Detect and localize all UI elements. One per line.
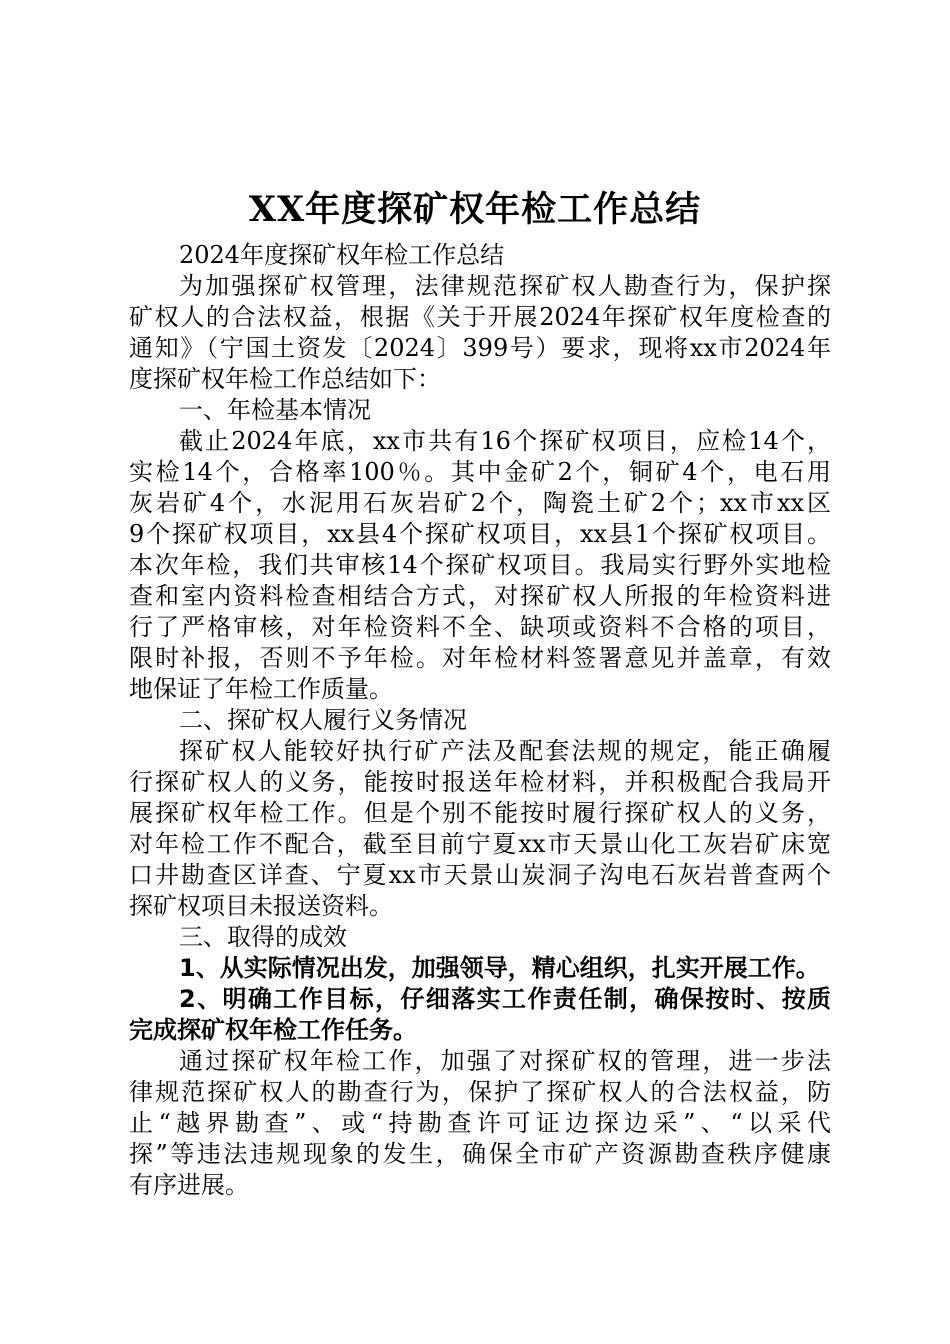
intro-line: 通知》（宁国土资发〔2024〕399号）要求，现将xx市2024年 <box>129 334 831 362</box>
section2-line: 对年检工作不配合，截至目前宁夏xx市天景山化工灰岩矿床宽 <box>129 830 831 858</box>
intro-line: 为加强探矿权管理，法律规范探矿权人勘查行为，保护探 <box>179 272 831 300</box>
section2-line: 行探矿权人的义务，能按时报送年检材料，并积极配合我局开 <box>129 768 831 796</box>
section3-item: 2、明确工作目标，仔细落实工作责任制，确保按时、按质 <box>179 985 831 1013</box>
section1-line: 截止2024年底，xx市共有16个探矿权项目，应检14个， <box>179 427 831 455</box>
conclusion-line: 有序进展。 <box>129 1171 249 1199</box>
section1-line: 行了严格审核，对年检资料不全、缺项或资料不合格的项目， <box>129 613 831 641</box>
document-body <box>129 240 831 1201</box>
section1-line: 查和室内资料检查相结合方式，对探矿权人所报的年检资料进 <box>129 582 831 610</box>
section1-line: 地保证了年检工作质量。 <box>129 675 393 703</box>
section1-line: 9个探矿权项目，xx县4个探矿权项目，xx县1个探矿权项目。 <box>129 520 831 548</box>
section1-line: 实检14个，合格率100％。其中金矿2个，铜矿4个，电石用 <box>129 458 831 486</box>
section1-line: 灰岩矿4个，水泥用石灰岩矿2个，陶瓷土矿2个；xx市xx区 <box>129 489 831 517</box>
intro-line: 矿权人的合法权益，根据《关于开展2024年探矿权年度检查的 <box>129 303 831 331</box>
conclusion-line: 律规范探矿权人的勘查行为，保护了探矿权人的合法权益，防 <box>129 1078 831 1106</box>
section2-line: 探矿权项目未报送资料。 <box>129 892 393 920</box>
section1-line: 本次年检，我们共审核14个探矿权项目。我局实行野外实地检 <box>129 551 831 579</box>
section1-line: 限时补报，否则不予年检。对年检材料签署意见并盖章，有效 <box>129 644 831 672</box>
section2-line: 探矿权人能较好执行矿产法及配套法规的规定，能正确履 <box>179 737 831 765</box>
conclusion-line: 止“越界勘查”、或“持勘查许可证边探边采”、“以采代 <box>129 1109 831 1137</box>
section2-line: 口井勘查区详查、宁夏xx市天景山炭洞子沟电石灰岩普查两个 <box>129 861 831 889</box>
conclusion-line: 通过探矿权年检工作，加强了对探矿权的管理，进一步法 <box>179 1047 831 1075</box>
document-title: XX年度探矿权年检工作总结 <box>248 189 702 230</box>
section2-line: 展探矿权年检工作。但是个别不能按时履行探矿权人的义务， <box>129 799 831 827</box>
section3-item: 1、从实际情况出发，加强领导，精心组织，扎实开展工作。 <box>179 954 820 982</box>
section1-heading: 一、年检基本情况 <box>179 396 371 424</box>
section2-heading: 二、探矿权人履行义务情况 <box>179 706 467 734</box>
section3-item: 完成探矿权年检工作任务。 <box>129 1016 417 1044</box>
intro-line: 度探矿权年检工作总结如下： <box>129 365 441 393</box>
section3-heading: 三、取得的成效 <box>179 923 347 951</box>
document-subtitle: 2024年度探矿权年检工作总结 <box>179 241 505 269</box>
conclusion-line: 探”等违法违规现象的发生，确保全市矿产资源勘查秩序健康 <box>129 1140 831 1168</box>
